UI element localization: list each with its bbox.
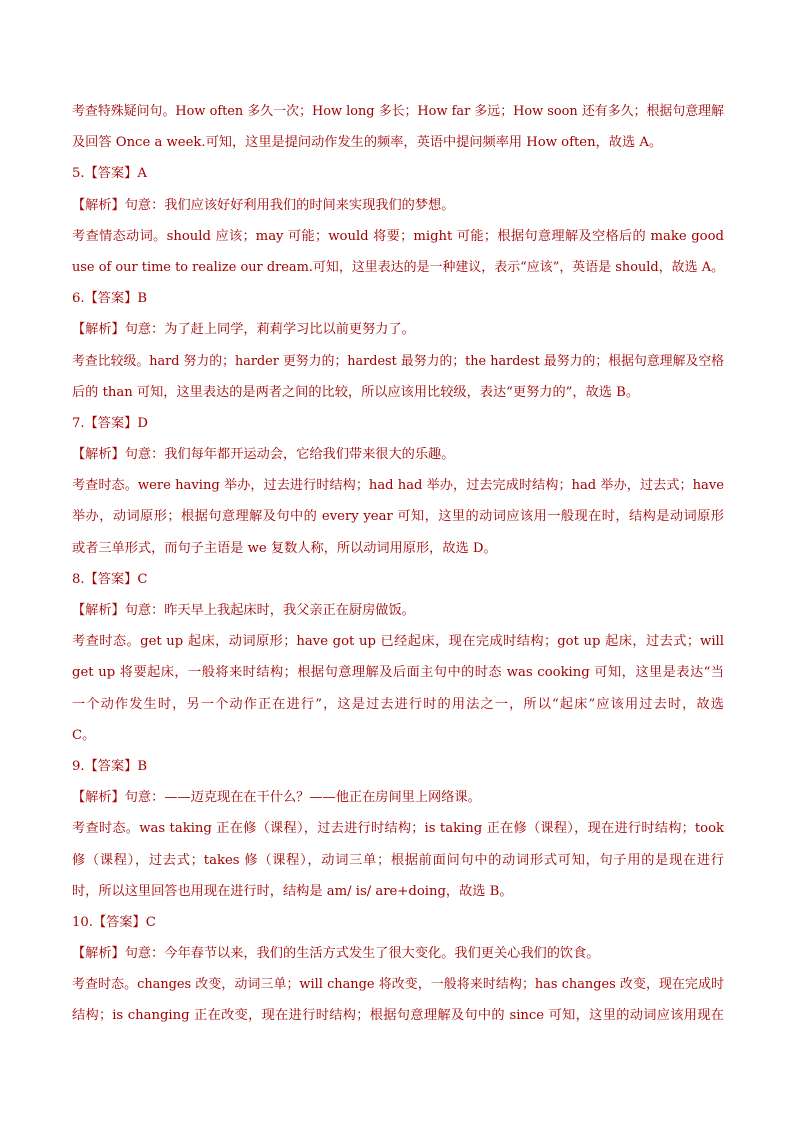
explanation-line: 【解析】句意：今年春节以来，我们的生活方式发生了很大变化。我们更关心我们的饮食。 <box>72 946 600 962</box>
explanation-line: 【解析】句意：昨天早上我起床时，我父亲正在厨房做饭。 <box>72 603 415 618</box>
text-line: 举办，动词原形；根据句意理解及句中的 every year 可知，这里的动词应该用一般现在时，结构是动词原形 <box>72 509 724 525</box>
text-line: 考查比较级。hard 努力的；harder 更努力的；hardest 最努力的；the hardest 最努力的；根据句意理解及空格 <box>72 353 724 369</box>
text-line: 结构；is changing 正在改变，现在进行时结构；根据句意理解及句中的 since 可知，这里的动词应该用现在 <box>72 1008 724 1024</box>
answer-line: 7.【答案】D <box>72 415 148 431</box>
text-line: get up 将要起床，一般将来时结构；根据句意理解及后面主句中的时态 was cooking 可知，这里是表达“当 <box>72 665 724 681</box>
text-line: 考查时态。was taking 正在修（课程），过去进行时结构；is taking 正在修（课程），现在进行时结构；took <box>72 821 724 837</box>
text-line: 一个动作发生时，另一个动作正在进行”，这是过去进行时的用法之一，所以“起床”应该用过去时，故选 <box>72 696 724 712</box>
text-line: use of our time to realize our dream.可知，这里表达的是一种建议，表示“应该”，英语是 should，故选 A。 <box>72 259 724 275</box>
answer-line: 5.【答案】A <box>72 166 147 182</box>
answer-line: 10.【答案】C <box>72 914 156 930</box>
text-line: 及回答 Once a week.可知，这里是提问动作发生的频率，英语中提问频率用 How often，故选 A。 <box>72 135 663 151</box>
explanation-line: 【解析】句意：我们每年都开运动会，它给我们带来很大的乐趣。 <box>72 447 455 463</box>
answer-line: 9.【答案】B <box>72 758 148 774</box>
answer-explanations <box>72 96 724 1032</box>
text-line: C。 <box>72 727 96 743</box>
text-line: 考查特殊疑问句。How often 多久一次；How long 多长；How far 多远；How soon 还有多久；根据句意理解 <box>72 104 724 119</box>
text-line: 修（课程），过去式；takes 修（课程），动词三单；根据前面问句中的动词形式可知，句子用的是现在进行 <box>72 852 724 868</box>
text-line: 考查时态。were having 举办，过去进行时结构；had had 举办，过去完成时结构；had 举办，过去式；have <box>72 478 724 494</box>
answer-line: 6.【答案】B <box>72 291 148 307</box>
explanation-line: 【解析】句意：为了赶上同学，莉莉学习比以前更努力了。 <box>72 322 415 338</box>
text-line: 考查时态。changes 改变，动词三单；will change 将改变，一般将来时结构；has changes 改变，现在完成时 <box>72 977 724 993</box>
text-line: 时，所以这里回答也用现在进行时，结构是 am/ is/ are+doing，故选 B。 <box>72 883 513 899</box>
answer-line: 8.【答案】C <box>72 571 148 587</box>
explanation-line: 【解析】句意：我们应该好好利用我们的时间来实现我们的梦想。 <box>72 197 455 213</box>
explanation-line: 【解析】句意：——迈克现在在干什么？——他正在房间里上网络课。 <box>72 790 481 806</box>
text-line: 考查时态。get up 起床，动词原形；have got up 已经起床，现在完成时结构；got up 起床，过去式；will <box>72 634 724 650</box>
text-line: 或者三单形式，而句子主语是 we 复数人称，所以动词用原形，故选 D。 <box>72 540 497 556</box>
text-line: 考查情态动词。should 应该；may 可能；would 将要；might 可能；根据句意理解及空格后的 make good <box>72 228 724 244</box>
text-line: 后的 than 可知，这里表达的是两者之间的比较，所以应该用比较级，表达“更努力的”，故选 B。 <box>72 384 640 400</box>
